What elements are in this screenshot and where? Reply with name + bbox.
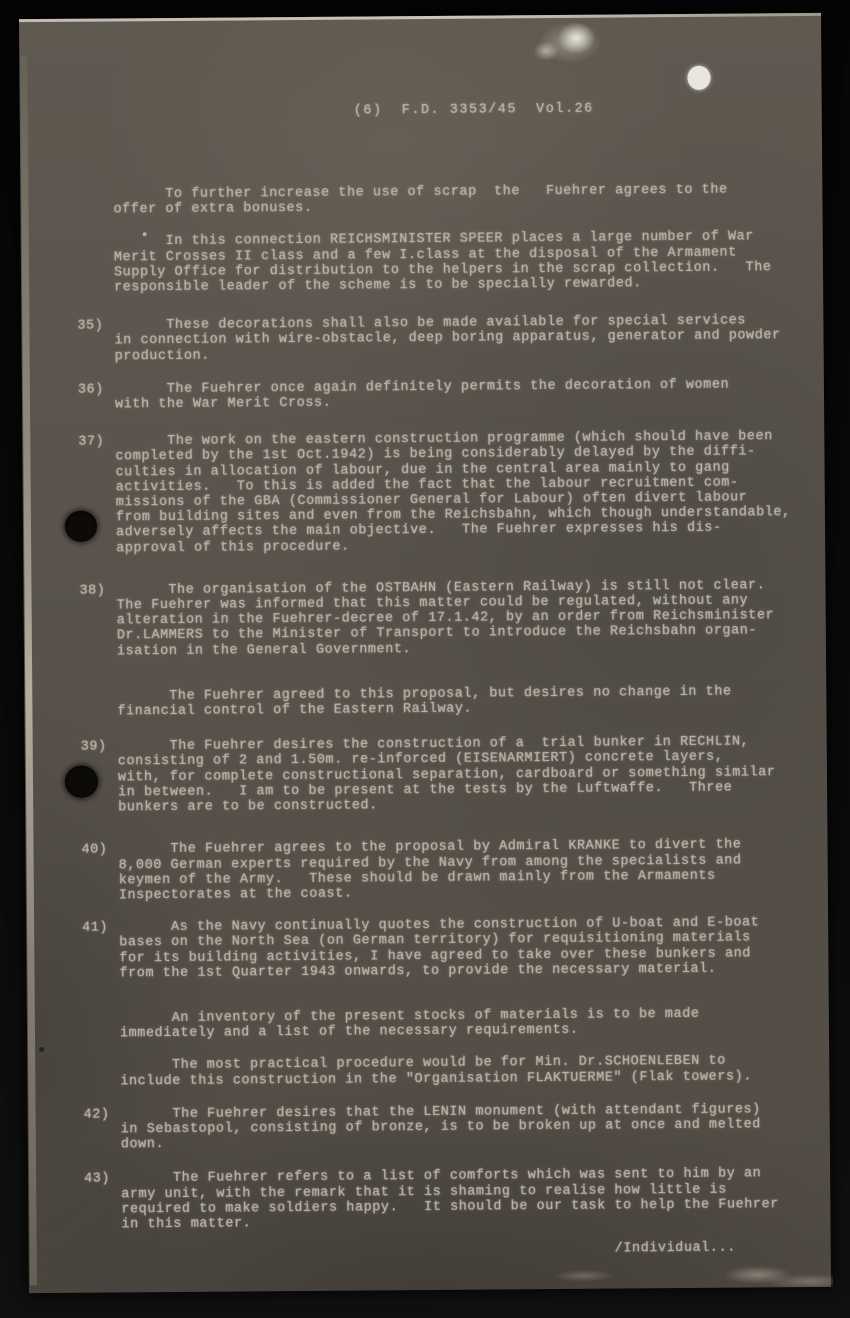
doc-item bbox=[82, 915, 825, 982]
item-text: The organisation of the OSTBAHN (Eastern Railway) is still not clear. The Fuehrer was informed that this matter could be regulated, without any alteration in the Fuehrer-decree of 17.1.42, by an order from Reichsminister Dr.LAMMERS to the Minister of Transport to introduce the Reichsbahn organ- isation in the General Government. bbox=[116, 578, 775, 660]
doc-item bbox=[83, 1102, 827, 1153]
doc-item bbox=[113, 182, 819, 218]
item-text: An inventory of the present stocks of materials is to be made immediately and a list of the necessary requirements. bbox=[119, 1006, 700, 1042]
item-number: 41) bbox=[82, 920, 109, 936]
item-number: 37) bbox=[78, 434, 105, 450]
item-text: The Fuehrer agreed to this proposal, but desires no change in the financial control of the Eastern Railway. bbox=[117, 684, 732, 720]
scanned-page bbox=[19, 13, 831, 1293]
doc-item bbox=[80, 734, 825, 816]
punch-hole-white bbox=[687, 66, 710, 90]
punch-hole-bottom bbox=[65, 766, 98, 798]
doc-item bbox=[78, 429, 822, 557]
doc-item bbox=[77, 313, 820, 365]
item-text: The Fuehrer desires the construction of a trial bunker in RECHLIN, consisting of 2 and 1.50m. re-inforced (EISENARMIERT) concrete layers, with, for complete constructional separation, cardboard or something similar in between. I am to be present at the tests by the Luftwaffe. Three bunkers are to be constructed. bbox=[117, 734, 776, 816]
corner-damage-left bbox=[539, 1266, 629, 1285]
item-number: 43) bbox=[84, 1171, 111, 1188]
item-text: The work on the eastern construction programme (which should have been completed by the 1st Oct.1942) is being considerably delayed by the diffi- culties in allocation of labour, due in the central area mainly to gang activities. To this is added the fact that the labour recruitment com- missions of the GBA (Commissioner General for Labour) often divert labour from building sites and even from the Reichsbahn, which though understandable, adversely affects the main objective. The Fuehrer expresses his dis- approval of this procedure. bbox=[115, 429, 791, 557]
doc-item bbox=[79, 578, 823, 660]
punch-hole-top bbox=[65, 511, 97, 542]
corner-damage-right bbox=[717, 1259, 833, 1288]
item-text: The Fuehrer once again definitely permits the decoration of women with the War Merit Cross. bbox=[114, 377, 730, 413]
doc-item bbox=[114, 229, 820, 295]
item-text: These decorations shall also be made available for special services in connection with wire-obstacle, deep boring apparatus, generator and powder production. bbox=[114, 313, 781, 365]
document-body bbox=[77, 182, 827, 1233]
paper-speck bbox=[39, 1047, 44, 1052]
item-text: The Fuehrer desires that the LENIN monument (with attendant figures) in Sebastopol, consisting of bronze, is to be broken up at once and melted down. bbox=[120, 1102, 761, 1153]
item-number: 36) bbox=[77, 382, 104, 398]
doc-item bbox=[120, 1006, 826, 1042]
doc-item bbox=[117, 684, 823, 720]
item-text: As the Navy continually quotes the construction of U-boat and E-boat bases on the North Sea (on German territory) for requisitioning materials for its building activities, I have agreed to take over these bunkers and from the 1st Quarter 1943 onwards, to provide the necessary material. bbox=[119, 915, 760, 982]
item-text: To further increase the use of scrap the Fuehrer agrees to the offer of extra bonuses. bbox=[113, 182, 728, 218]
item-text: The Fuehrer refers to a list of comforts which was sent to him by an army unit, with the remark that it is shaming to realise how little is required to make soldiers happy. It should be our task to help the Fuehrer in this matter. bbox=[121, 1166, 779, 1233]
doc-item bbox=[120, 1053, 826, 1089]
item-text: The most practical procedure would be for Min. Dr.SCHOENLEBEN to include this construction in the "Organisation FLAKTUERME" (Flak towers). bbox=[120, 1053, 752, 1089]
page-left-edge-highlight bbox=[20, 55, 37, 1285]
item-number: 38) bbox=[79, 583, 106, 599]
item-number: 39) bbox=[80, 739, 107, 755]
doc-item bbox=[84, 1166, 827, 1233]
page-top-edge-highlight bbox=[19, 13, 821, 22]
item-number: 42) bbox=[83, 1107, 110, 1123]
item-number: 35) bbox=[77, 318, 104, 334]
item-number: 40) bbox=[81, 842, 108, 859]
paper-smudge bbox=[517, 15, 613, 74]
page-header-reference: (6) F.D. 3353/45 Vol.26 bbox=[353, 101, 594, 119]
continuation-note: /Individual... bbox=[614, 1240, 736, 1257]
item-text: In this connection REICHSMINISTER SPEER places a large number of War Merit Crosses II class and a few I.class at the disposal of the Armament Supply Office for distribution to the helpers in the scrap collection. The responsible leader of the scheme is to be specially rewarded. bbox=[113, 229, 772, 296]
doc-item bbox=[81, 837, 824, 904]
doc-item bbox=[77, 377, 821, 413]
item-text: The Fuehrer agrees to the proposal by Admiral KRANKE to divert the 8,000 German experts required by the Navy from among the specialists and keymen of the Army. These should be drawn mainly from the Armaments Inspectorates at the coast. bbox=[118, 837, 742, 904]
